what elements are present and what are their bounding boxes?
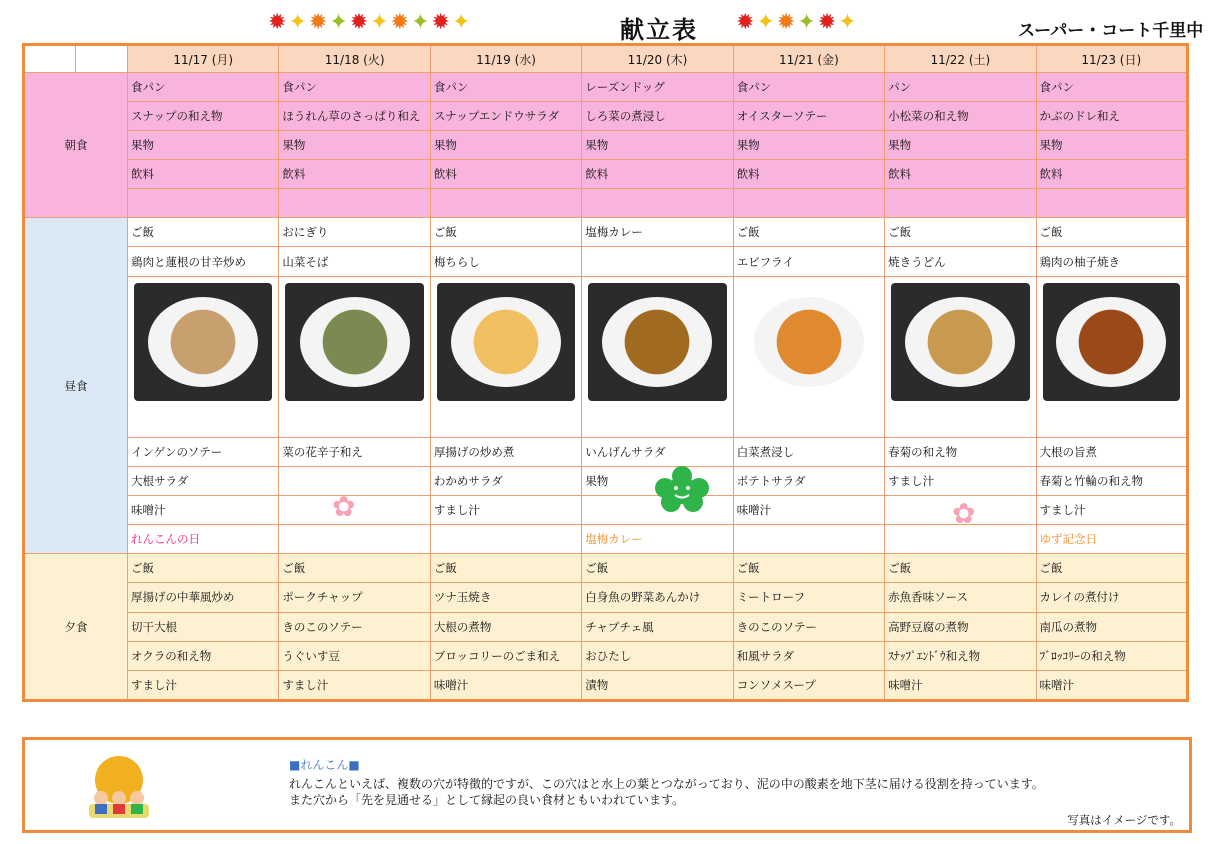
corner-cell [76, 45, 128, 73]
date-header: 11/18 (火) [279, 45, 430, 73]
store-name: スーパー・コート千里中 [1018, 21, 1204, 41]
menu-item: 飲料 [733, 160, 884, 189]
menu-item: 大根の旨煮 [1036, 438, 1187, 467]
menu-item: 焼きうどん [885, 247, 1036, 276]
menu-item: 飲料 [885, 160, 1036, 189]
menu-item: 厚揚げの中華風炒め [128, 583, 279, 612]
menu-item: オクラの和え物 [128, 641, 279, 670]
menu-item: 白身魚の野菜あんかけ [582, 583, 733, 612]
menu-item: すまし汁 [430, 496, 581, 525]
menu-item: レーズンドッグ [582, 73, 733, 102]
menu-item: 飲料 [582, 160, 733, 189]
empty-cell [279, 525, 430, 554]
menu-item [128, 189, 279, 218]
menu-item [582, 247, 733, 276]
menu-item: ご飯 [733, 218, 884, 247]
autumn-leaves-right-icon: ✹ ✦ ✹ ✦ ✹ ✦ [736, 10, 857, 35]
menu-item: 食パン [733, 73, 884, 102]
menu-item: 和風サラダ [733, 641, 884, 670]
autumn-leaves-left-icon: ✹ ✦ ✹ ✦ ✹ ✦ ✹ ✦ ✹ ✦ [268, 10, 471, 35]
dish-photo-icon [1056, 297, 1166, 387]
page-title: 献立表 [620, 16, 698, 44]
menu-item: いんげんサラダ [582, 438, 733, 467]
menu-item: ほうれん草のさっぱり和え [279, 102, 430, 131]
menu-item: すまし汁 [1036, 496, 1187, 525]
meal-label: 昼食 [24, 218, 128, 554]
flower-icon: ✿ [332, 490, 356, 523]
empty-cell [430, 525, 581, 554]
menu-item: 白菜煮浸し [733, 438, 884, 467]
menu-item [430, 189, 581, 218]
menu-item [885, 189, 1036, 218]
menu-item: 菜の花辛子和え [279, 438, 430, 467]
menu-item: 鶏肉の柚子焼き [1036, 247, 1187, 276]
menu-item: 果物 [430, 131, 581, 160]
empty-cell [733, 525, 884, 554]
menu-item: エビフライ [733, 247, 884, 276]
meal-label: 夕食 [24, 554, 128, 701]
menu-item: ご飯 [885, 218, 1036, 247]
menu-item: 果物 [582, 131, 733, 160]
menu-item: カレイの煮付け [1036, 583, 1187, 612]
menu-item: 飲料 [430, 160, 581, 189]
dish-photo [733, 276, 884, 438]
menu-item: すまし汁 [128, 670, 279, 700]
menu-item: ご飯 [430, 218, 581, 247]
menu-item: すまし汁 [279, 670, 430, 700]
menu-item: 鶏肉と蓮根の甘辛炒め [128, 247, 279, 276]
date-header: 11/23 (日) [1036, 45, 1187, 73]
dish-photo-icon [905, 297, 1015, 387]
corner-cell [24, 45, 76, 73]
event-label-renkon: れんこんの日 [128, 525, 279, 554]
autumn-picnic-illustration-icon [83, 754, 155, 822]
event-label-curry: 塩梅カレー [582, 525, 733, 554]
meal-label: 朝食 [24, 73, 128, 218]
dish-photo-icon [602, 297, 712, 387]
menu-item: 味噌汁 [128, 496, 279, 525]
dish-photo [430, 276, 581, 438]
note-body: れんこんといえば、複数の穴が特徴的ですが、この穴はと水上の葉とつながっており、泥の中の酸素を地下茎に届ける役割を持っています。また穴から「先を見通せる」として縁起の良い食材ともいわれています。 [289, 777, 1044, 807]
dish-photo [128, 276, 279, 438]
menu-item: ご飯 [582, 554, 733, 583]
menu-item: おにぎり [279, 218, 430, 247]
menu-item: 果物 [1036, 131, 1187, 160]
menu-item: 食パン [1036, 73, 1187, 102]
date-header: 11/21 (金) [733, 45, 884, 73]
menu-item: きのこのソテー [279, 612, 430, 641]
menu-item: 果物 [279, 131, 430, 160]
menu-item: 小松菜の和え物 [885, 102, 1036, 131]
menu-item: チャプチェ風 [582, 612, 733, 641]
menu-item: 味噌汁 [1036, 670, 1187, 700]
menu-item: インゲンのソテー [128, 438, 279, 467]
flower-icon: ✿ [952, 497, 976, 530]
dish-photo [885, 276, 1036, 438]
menu-item: 果物 [733, 131, 884, 160]
menu-item: ツナ玉焼き [430, 583, 581, 612]
menu-item: 果物 [582, 467, 733, 496]
menu-item: 梅ちらし [430, 247, 581, 276]
menu-item: うぐいす豆 [279, 641, 430, 670]
event-label-yuzu: ゆず記念日 [1036, 525, 1187, 554]
header [0, 6, 1214, 42]
menu-item: ﾌﾞﾛｯｺﾘｰの和え物 [1036, 641, 1187, 670]
dish-photo-icon [754, 297, 864, 387]
date-header: 11/17 (月) [128, 45, 279, 73]
menu-item: ご飯 [885, 554, 1036, 583]
menu-item: ポークチャップ [279, 583, 430, 612]
dish-photo-icon [148, 297, 258, 387]
menu-item: 食パン [279, 73, 430, 102]
menu-item: コンソメスープ [733, 670, 884, 700]
menu-item: 飲料 [1036, 160, 1187, 189]
menu-item: 切干大根 [128, 612, 279, 641]
menu-item: 味噌汁 [885, 670, 1036, 700]
menu-item: 高野豆腐の煮物 [885, 612, 1036, 641]
menu-item: ご飯 [279, 554, 430, 583]
menu-item [733, 189, 884, 218]
menu-item: 南瓜の煮物 [1036, 612, 1187, 641]
menu-item: 春菊と竹輪の和え物 [1036, 467, 1187, 496]
menu-item: 味噌汁 [430, 670, 581, 700]
info-box [22, 737, 1192, 833]
menu-item: オイスターソテー [733, 102, 884, 131]
note-heading: ■れんこん■ [289, 758, 360, 772]
menu-item: きのこのソテー [733, 612, 884, 641]
dish-photo-icon [451, 297, 561, 387]
dish-photo [279, 276, 430, 438]
photo-disclaimer: 写真はイメージです。 [1067, 813, 1181, 827]
menu-item: 飲料 [128, 160, 279, 189]
menu-item: ご飯 [1036, 218, 1187, 247]
date-header: 11/19 (水) [430, 45, 581, 73]
dish-photo [1036, 276, 1187, 438]
menu-item [582, 189, 733, 218]
menu-item: ご飯 [128, 554, 279, 583]
menu-item: ご飯 [733, 554, 884, 583]
menu-item: ポテトサラダ [733, 467, 884, 496]
menu-item: 飲料 [279, 160, 430, 189]
menu-item: 山菜そば [279, 247, 430, 276]
menu-item: わかめサラダ [430, 467, 581, 496]
menu-item: 食パン [430, 73, 581, 102]
menu-item: ｽﾅｯﾌﾟｴﾝﾄﾞｳ和え物 [885, 641, 1036, 670]
menu-item: ブロッコリーのごま和え [430, 641, 581, 670]
menu-item: 果物 [128, 131, 279, 160]
menu-item: 食パン [128, 73, 279, 102]
menu-item: しろ菜の煮浸し [582, 102, 733, 131]
menu-item: 赤魚香味ソース [885, 583, 1036, 612]
date-header: 11/20 (木) [582, 45, 733, 73]
menu-item: ご飯 [1036, 554, 1187, 583]
ume-mascot-icon [655, 466, 709, 512]
menu-item: すまし汁 [885, 467, 1036, 496]
menu-item: おひたし [582, 641, 733, 670]
menu-item [279, 189, 430, 218]
date-header: 11/22 (土) [885, 45, 1036, 73]
menu-item: ご飯 [128, 218, 279, 247]
menu-item: 厚揚げの炒め煮 [430, 438, 581, 467]
menu-item: パン [885, 73, 1036, 102]
menu-item: スナップの和え物 [128, 102, 279, 131]
menu-item: かぶのドレ和え [1036, 102, 1187, 131]
menu-item: 塩梅カレー [582, 218, 733, 247]
menu-item: 味噌汁 [733, 496, 884, 525]
menu-item: 春菊の和え物 [885, 438, 1036, 467]
menu-item: 果物 [885, 131, 1036, 160]
menu-item: 大根の煮物 [430, 612, 581, 641]
menu-item [1036, 189, 1187, 218]
menu-item: 大根サラダ [128, 467, 279, 496]
menu-item: スナップエンドウサラダ [430, 102, 581, 131]
menu-item: ミートローフ [733, 583, 884, 612]
dish-photo-icon [300, 297, 410, 387]
menu-item: ご飯 [430, 554, 581, 583]
menu-table [22, 43, 1189, 702]
menu-item: 漬物 [582, 670, 733, 700]
dish-photo [582, 276, 733, 438]
